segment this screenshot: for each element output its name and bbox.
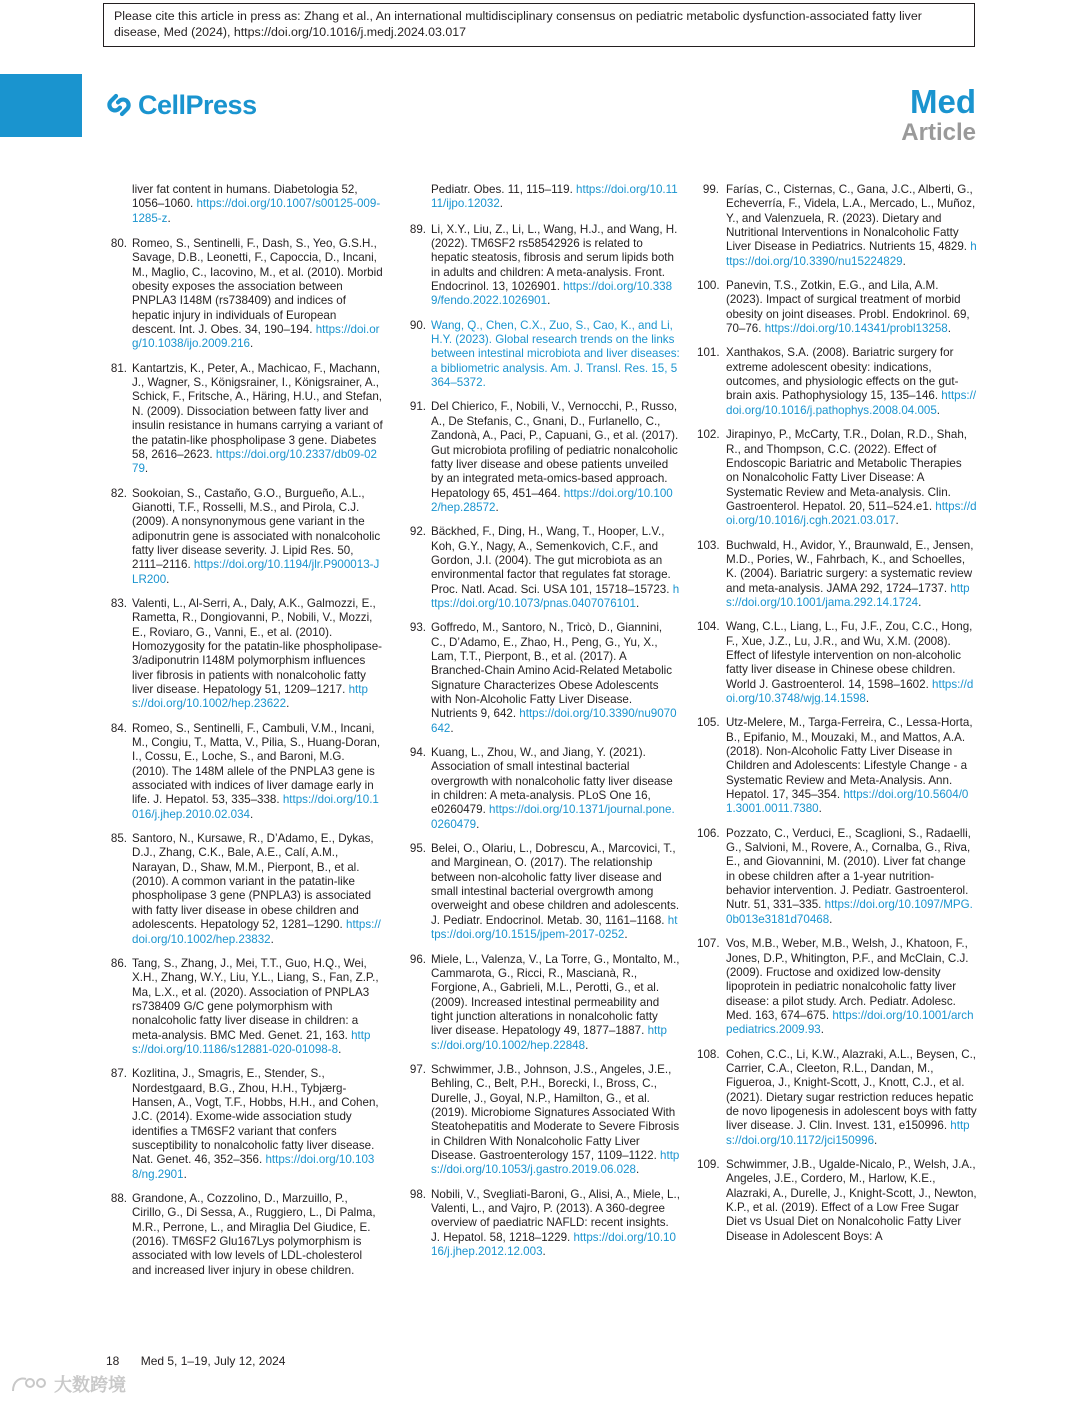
reference-body (132, 597, 383, 712)
issue-info: Med 5, 1–19, July 12, 2024 (140, 1354, 286, 1368)
reference-item (697, 937, 977, 1037)
reference-tail: . (338, 1042, 342, 1056)
reference-tail: . (624, 928, 628, 942)
reference-text: Miele, L., Valenza, V., La Torre, G., Montalto, M., Cammarota, G., Ricci, R., Mascianà, R., Forgione, A., Gabrieli, M.L., Perotti, G., et al. (2009). Increased intestinal permeability and tight junction alterations in nonalcoholic fatty liver disease. Hepatology 49, 1877–1887. (431, 952, 680, 1038)
reference-tail: . (918, 595, 922, 609)
reference-number: 105. (697, 716, 720, 730)
reference-doi-link[interactable]: https://doi.org/10.1001/archpediatrics.2009.93 (726, 1008, 974, 1037)
reference-text: Romeo, S., Sentinelli, F., Dash, S., Yeo, G.S.H., Savage, D.B., Leonetti, F., Capoccia, D., Incani, M., Maglio, C., Iacovino, M., et al. (2010). Morbid obesity exposes the association between PNPLA3 I148M (rs738409) and indices of hepatic injury in individuals of European descent. Int. J. Obes. 34, 190–194. (132, 237, 383, 337)
reference-body (132, 957, 383, 1057)
reference-number: 98. (409, 1187, 426, 1201)
reference-number: 93. (409, 621, 426, 635)
reference-item (103, 1067, 383, 1182)
reference-doi-link[interactable]: https://doi.org/10.1038/ijo.2009.216 (132, 323, 380, 351)
reference-doi-link[interactable]: https://doi.org/10.1001/jama.292.14.1724 (726, 581, 970, 609)
reference-text: Valenti, L., Al-Serri, A., Daly, A.K., Galmozzi, E., Rametta, R., Dongiovanni, P., Nobili, V., Mozzi, E., Roviaro, G., Vanni, E., et al. (2010). Homozygosity for the patatin-like phospholipase-3/adiponutrin I148M polymorphism influences liver fibrosis in patients with nonalcoholic fatty liver disease. Hepatology 51, 1209–1217. (132, 596, 383, 696)
reference-body (726, 279, 977, 336)
citation-notice: Please cite this article in press as: Zhang et al., An international multidisciplinary consensus on pediatric metabolic dysfunction-associated fatty liver disease, Med (2024), https://doi.org/10.1016/j.medj.2024.03.017 (103, 3, 975, 47)
reference-item (402, 525, 680, 611)
reference-item (697, 620, 977, 706)
reference-doi-link[interactable]: https://doi.org/10.1073/pnas.0407076101 (431, 582, 680, 610)
reference-doi-link[interactable]: https://doi.org/10.1515/jpem-2017-0252 (431, 913, 678, 942)
reference-number: 92. (409, 525, 426, 539)
reference-text: Tang, S., Zhang, J., Mei, T.T., Guo, H.Q., Wei, X.H., Zhang, W.Y., Liu, Y.L., Liang, S., Fan, Z.P., Ma, L.X., et al. (2020). Association of PNPLA3 rs738409 G/C gene polymorphism with nonalcoholic fatty liver disease in children: a meta-analysis. BMC Med. Genet. 21, 163. (132, 956, 379, 1042)
journal-masthead (901, 84, 976, 146)
reference-item (402, 319, 680, 391)
reference-doi-link[interactable]: https://doi.org/10.1002/hep.23832 (132, 918, 381, 946)
reference-number: 85. (110, 832, 127, 846)
reference-tail: . (286, 697, 290, 711)
reference-number: 97. (409, 1062, 426, 1076)
reference-number: 89. (409, 222, 426, 236)
brand-color-bar (0, 74, 82, 137)
reference-tail: . (820, 1023, 824, 1037)
reference-tail: . (585, 1038, 589, 1052)
reference-number: 86. (110, 956, 127, 970)
reference-item (402, 400, 680, 515)
reference-number: 83. (110, 596, 127, 610)
reference-text: Panevin, T.S., Zotkin, E.G., and Lila, A.M. (2023). Impact of surgical treatment of morbid obesity on joint diseases. Probl. Endokrinol. 69, 70–76. (726, 279, 970, 336)
reference-item (402, 953, 680, 1053)
reference-text: Romeo, S., Sentinelli, F., Cambuli, V.M., Incani, M., Congiu, T., Matta, V., Pilia, S., Huang-Doran, I., Cossu, E., Loche, S., and Baroni, M.G. (2010). The 148M allele of the PNPLA3 gene is associated with indices of liver damage early in life. J. Hepatol. 53, 335–338. (132, 721, 381, 807)
reference-doi-link[interactable]: https://doi.org/10.3389/fendo.2022.1026901 (431, 280, 673, 308)
reference-body (431, 319, 680, 391)
reference-number: 107. (697, 937, 720, 951)
reference-tail: . (947, 322, 951, 336)
reference-item (103, 487, 383, 587)
reference-text: Utz-Melere, M., Targa-Ferreira, C., Lessa-Horta, B., Epifanio, M., Mouzaki, M., and Mattos, A.A. (2018). Non-Alcoholic Fatty Liver Disease in Children and Adolescents: Lifestyle Change - a Systematic Review and Meta-Analysis. Ann. Hepatol. 17, 345–354. (726, 716, 973, 802)
reference-column-2 (402, 183, 680, 1269)
reference-number: 80. (110, 237, 127, 251)
reference-column-3 (697, 183, 977, 1254)
reference-item (103, 832, 383, 947)
reference-doi-link[interactable]: https://doi.org/10.1002/hep.23622 (132, 683, 368, 711)
reference-tail: . (270, 932, 274, 946)
reference-tail: . (167, 211, 171, 225)
reference-item (402, 842, 680, 942)
reference-tail: . (495, 500, 499, 514)
reference-doi-link[interactable]: Wang, Q., Chen, C.X., Zuo, S., Cao, K., and Li, H.Y. (2023). Global research trends on the links between intestinal microbiota and liver diseases: a bibliometric analysis. Am. J. Transl. Res. 15, 5364–5372. (431, 318, 680, 390)
reference-text: Schwimmer, J.B., Ugalde-Nicalo, P., Welsh, J.A., Angeles, J.E., Cordero, M., Harlow, K.E., Alazraki, A., Durelle, J., Knight-Scott, J., Newton, K.P., et al. (2019). Effect of a Low Free Sugar Diet vs Usual Diet on Nonalcoholic Fatty Liver Disease in Adolescent Boys: A (726, 1157, 977, 1243)
reference-item (697, 428, 977, 528)
reference-tail: . (542, 1245, 546, 1259)
reference-number: 84. (110, 721, 127, 735)
reference-item (697, 1158, 977, 1244)
reference-text: Farías, C., Cisternas, C., Gana, J.C., Alberti, G., Echeverría, F., Videla, L.A., Mercado, L., Muñoz, Y., and Valenzuela, R. (2023). Dietary and Nutritional Interventions in Nonalcoholic Fatty Liver Disease in Pediatrics. Nutrients 15, 4829. (726, 183, 976, 254)
reference-tail: . (936, 403, 941, 417)
reference-item (103, 237, 383, 352)
reference-body (726, 827, 977, 927)
reference-body (431, 525, 680, 611)
reference-item (697, 279, 977, 336)
reference-item (697, 346, 977, 418)
watermark-logo-icon (10, 1373, 50, 1395)
publisher-name: CellPress (138, 89, 257, 120)
reference-tail: . (874, 1133, 878, 1147)
reference-doi-link[interactable]: https://doi.org/10.1194/jlr.P900013-JLR200 (132, 558, 380, 586)
reference-text: Santoro, N., Kursawe, R., D’Adamo, E., Dykas, D.J., Zhang, C.K., Bale, A.E., Calí, A.M., Narayan, D., Shaw, M.M., Pierpont, B., et al. (2010). A common variant in the patatin-like phospholipase 3 gene (PNPLA3) is associated with fatty liver disease in obese children and adolescents. Hepatology 52, 1281–1290. (132, 832, 374, 932)
reference-doi-link[interactable]: https://doi.org/10.1007/s00125-009-1285-z (132, 197, 381, 225)
reference-number: 90. (409, 318, 426, 332)
reference-item (697, 1048, 977, 1148)
reference-doi-link[interactable]: https://doi.org/10.1097/MPG.0b013e3181d70468 (726, 898, 973, 926)
reference-number: 96. (409, 952, 426, 966)
reference-tail: . (183, 1167, 187, 1181)
reference-doi-link[interactable]: https://doi.org/10.3748/wjg.14.1598 (726, 677, 974, 705)
reference-doi-link[interactable]: https://doi.org/10.1371/journal.pone.0260479 (431, 803, 675, 831)
reference-number: 91. (409, 400, 426, 414)
reference-number: 82. (110, 486, 127, 500)
reference-text: Belei, O., Olariu, L., Dobrescu, A., Marcovici, T., and Marginean, O. (2017). The relationship between non-alcoholic fatty liver disease and small intestinal bacterial overgrowth among overweight and obese children and adolescents. J. Pediatr. Endocrinol. Metab. 30, 1161–1168. (431, 842, 680, 927)
reference-body (132, 722, 383, 822)
reference-text: Pediatr. Obes. 11, 115–119. (431, 183, 577, 196)
reference-body (132, 183, 383, 226)
reference-number: 103. (697, 538, 720, 552)
reference-text: Bäckhed, F., Ding, H., Wang, T., Hooper, L.V., Koh, G.Y., Nagy, A., Semenkovich, C.F., and Gordon, J.I. (2004). The gut microbiota as an environmental factor that regulates fat storage. Proc. Natl. Acad. Sci. USA 101, 15718–15723. (431, 525, 673, 596)
reference-body (431, 1063, 680, 1178)
reference-text: Sookoian, S., Castaño, G.O., Burgueño, A.L., Gianotti, T.F., Rosselli, M.S., and Pirola, C.J. (2009). A nonsynonymous gene variant in the adiponutrin gene is associated with nonalcoholic fatty liver disease severity. J. Lipid Res. 50, 2111–2116. (132, 486, 381, 572)
reference-body (431, 223, 680, 309)
reference-number: 88. (110, 1192, 127, 1205)
reference-text: Wang, C.L., Liang, L., Fu, J.F., Zou, C.C., Hong, F., Xue, J.Z., Lu, J.R., and Wu, X.M. (2008). Effect of lifestyle intervention on non-alcoholic fatty liver disease in Chinese obese children. World J. Gastroenterol. 14, 1598–1602. (726, 620, 973, 691)
reference-number: 106. (697, 826, 720, 840)
reference-item (103, 722, 383, 822)
reference-tail: . (166, 572, 170, 586)
reference-number: 95. (409, 842, 426, 856)
reference-text: Buchwald, H., Avidor, Y., Braunwald, E., Jensen, M.D., Pories, W., Fahrbach, K., and Schoelles, K. (2004). Bariatric surgery: a systematic review and meta-analysis. JAMA 292, 1724–1737. (726, 538, 974, 595)
reference-text: Del Chierico, F., Nobili, V., Vernocchi, P., Russo, A., De Stefanis, C., Gnani, D., Furlanello, C., Zandonà, A., Paci, P., Capuani, G., et al. (2017). Gut microbiota profiling of pediatric nonalcoholic fatty liver disease and obese patients unveiled by an integrated meta-omics-based approach. Hepatology 65, 451–464. (431, 400, 679, 500)
reference-item (697, 183, 977, 269)
reference-continuation (402, 183, 680, 212)
reference-tail: . (635, 1163, 640, 1177)
reference-text: Vos, M.B., Weber, M.B., Welsh, J., Khatoon, F., Jones, D.P., Whitington, P.F., and McClain, C.J. (2009). Fructose and oxidized low-density lipoprotein in pediatric nonalcoholic fatty liver disease: a pilot study. Arch. Pediatr. Adolesc. Med. 163, 674–675. (726, 937, 969, 1022)
reference-body (431, 953, 680, 1053)
reference-tail: . (547, 294, 551, 308)
reference-item (402, 1063, 680, 1178)
reference-doi-link[interactable]: https://doi.org/10.3390/nu9070642 (431, 707, 677, 735)
reference-text: Cohen, C.C., Li, K.W., Alazraki, A.L., Beysen, C., Carrier, C.A., Cleeton, R.L., Dandan, M., Figueroa, J., Knight-Scott, J., Knott, C.J., et al. (2021). Dietary sugar restriction reduces hepatic de novo lipogenesis in adolescent boys with fatty liver disease. J. Clin. Invest. 131, e150996. (726, 1047, 977, 1133)
reference-body (132, 487, 383, 587)
reference-number: 94. (409, 746, 426, 760)
article-type: Article (901, 119, 976, 146)
reference-item (697, 539, 977, 611)
reference-tail: . (818, 802, 822, 816)
reference-item (402, 223, 680, 309)
reference-body (726, 183, 977, 269)
reference-text: Grandone, A., Cozzolino, D., Marzuillo, P., Cirillo, G., Di Sessa, A., Ruggiero, L., Di Palma, M.R., Perrone, L., and Miraglia Del Giudice, E. (2016). TM6SF2 Glu167Lys polymorphism is associated with low levels of LDL-cholesterol and increased liver injury in obese children. (132, 1192, 376, 1277)
reference-doi-link[interactable]: https://doi.org/10.1186/s12881-020-01098-8 (132, 1028, 371, 1056)
reference-doi-link[interactable]: https://doi.org/10.1172/jci150996 (726, 1119, 970, 1147)
reference-item (103, 1192, 383, 1278)
reference-text: Goffredo, M., Santoro, N., Tricò, D., Giannini, C., D’Adamo, E., Zhao, H., Peng, G., Yu, X., Lam, T.T., Pierpont, B., et al. (2017). A Branched-Chain Amino Acid-Related Metabolic Signature Characterizes Obese Adolescents with Non-Alcoholic Fatty Liver Disease. Nutrients 9, 642. (431, 621, 673, 721)
reference-doi-link[interactable]: https://doi.org/10.14341/probl13258 (764, 322, 948, 336)
reference-item (103, 362, 383, 477)
page-number: 18 (106, 1354, 120, 1368)
reference-doi-link[interactable]: https://doi.org/10.3390/nu15224829 (726, 240, 977, 268)
reference-number: 101. (697, 346, 720, 360)
reference-number: 87. (110, 1067, 127, 1081)
reference-body (431, 1188, 680, 1260)
reference-number: 104. (697, 620, 720, 634)
reference-text: Jirapinyo, P., McCarty, T.R., Dolan, R.D., Shah, R., and Thompson, C.C. (2022). Effect of Endoscopic Bariatric and Metabolic Therapies on Nonalcoholic Fatty Liver Disease: A Systematic Review and Meta-analysis. Clin. Gastroenterol. Hepatol. 20, 511–524.e1. (726, 428, 967, 513)
reference-text: Li, X.Y., Liu, Z., Li, L., Wang, H.J., and Wang, H. (2022). TM6SF2 rs58542926 is related to hepatic steatosis, fibrosis and serum lipids both in adults and children: A meta-analysis. Front. Endocrinol. 13, 1026901. (431, 222, 678, 294)
reference-doi-link[interactable]: https://doi.org/10.1002/hep.22848 (431, 1024, 667, 1052)
reference-number: 109. (697, 1157, 720, 1171)
reference-body (431, 746, 680, 832)
reference-body (726, 346, 977, 418)
reference-body (726, 716, 977, 816)
reference-tail: . (249, 807, 254, 821)
reference-doi-link[interactable]: https://doi.org/10.1002/hep.28572 (431, 486, 673, 514)
reference-text: liver fat content in humans. Diabetologia 52, 1056–1060. (132, 183, 358, 211)
reference-text: Kuang, L., Zhou, W., and Jiang, Y. (2021). Association of small intestinal bacterial overgrowth with nonalcoholic fatty liver disease in children: A meta-analysis. PLoS One 16, e0260479. (431, 746, 673, 817)
reference-text: Pozzato, C., Verduci, E., Scaglioni, S., Radaelli, G., Salvioni, M., Rovere, A., Cornalba, G., Riva, E., and Giovannini, M. (2010). Liver fat change in obese children after a 1-year nutrition-behavior intervention. J. Pediatr. Gastroenterol. Nutr. 51, 331–335. (726, 826, 971, 912)
reference-body (726, 1158, 977, 1244)
reference-body (726, 937, 977, 1037)
reference-tail: . (865, 692, 870, 705)
reference-tail: . (902, 254, 906, 268)
reference-column-1 (103, 183, 383, 1288)
reference-body (132, 832, 383, 947)
reference-number: 99. (702, 183, 719, 196)
reference-tail: . (636, 596, 640, 610)
reference-number: 102. (697, 428, 720, 442)
reference-text: Schwimmer, J.B., Johnson, J.S., Angeles, J.E., Behling, C., Belt, P.H., Borecki, I., Bross, C., Durelle, J., Goyal, N.P., Hamilton, G., et al. (2019). Microbiome Signatures Associated With Steatohepatitis and Moderate to Severe Fibrosis in Children With Nonalcoholic Fatty Liver Disease. Gastroenterology 157, 1109–1122. (431, 1062, 680, 1162)
reference-body (431, 621, 680, 736)
reference-body (431, 183, 680, 212)
reference-item (402, 621, 680, 736)
reference-tail: . (144, 462, 149, 476)
reference-body (726, 1048, 977, 1148)
reference-text: Kantartzis, K., Peter, A., Machicao, F., Machann, J., Wagner, S., Königsrainer, I., Königsrainer, A., Schick, F., Fritsche, A., Häring, H.U., and Stefan, N. (2009). Dissociation between fatty liver and insulin resistance in humans carrying a variant of the patatin-like phospholipase 3 gene. Diabetes 58, 2616–2623. (132, 361, 383, 461)
reference-tail: . (476, 817, 480, 831)
reference-body (132, 362, 383, 477)
reference-body (431, 400, 680, 515)
reference-body (132, 1192, 383, 1278)
page-footer (106, 1354, 285, 1368)
reference-body (132, 237, 383, 352)
reference-doi-link[interactable]: https://doi.org/10.1016/j.jhep.2010.02.034 (132, 793, 379, 821)
reference-doi-link[interactable]: https://doi.org/10.5604/01.3001.0011.7380 (726, 788, 969, 816)
journal-name: Med (910, 83, 976, 120)
reference-text: Nobili, V., Svegliati-Baroni, G., Alisi, A., Miele, L., Valenti, L., and Vajro, P. (2013). A 360-degree overview of paediatric NAFLD: recent insights. J. Hepatol. 58, 1218–1229. (431, 1187, 680, 1244)
reference-tail: . (895, 514, 899, 528)
cellpress-logo-icon (104, 90, 134, 120)
reference-item (103, 597, 383, 712)
cellpress-logo[interactable] (104, 88, 257, 122)
reference-doi-link[interactable]: https://doi.org/10.1016/j.pathophys.2008.04.005 (726, 389, 977, 417)
reference-tail: . (450, 721, 454, 735)
reference-body (726, 539, 977, 611)
reference-doi-link[interactable]: https://doi.org/10.2337/db09-0279 (132, 447, 377, 476)
reference-body (726, 620, 977, 706)
reference-tail: . (249, 337, 254, 351)
reference-body (132, 1067, 383, 1182)
reference-item (697, 716, 977, 816)
reference-number: 100. (697, 279, 720, 293)
reference-tail: . (829, 912, 833, 926)
reference-text: Xanthakos, S.A. (2008). Bariatric surgery for extreme adolescent obesity: indications, outcomes, and physiologic effects on the gut-brain axis. Pathophysiology 15, 135–146. (726, 346, 959, 403)
reference-doi-link[interactable]: https://doi.org/10.1016/j.cgh.2021.03.017 (726, 499, 977, 528)
reference-continuation (103, 183, 383, 226)
reference-number: 108. (697, 1047, 720, 1061)
reference-item (402, 1188, 680, 1260)
reference-number: 81. (110, 361, 127, 375)
reference-body (726, 428, 977, 528)
reference-doi-link[interactable]: https://doi.org/10.1111/ijpo.12032 (431, 183, 678, 211)
reference-tail: . (499, 197, 503, 211)
reference-item (697, 827, 977, 927)
reference-item (103, 957, 383, 1057)
reference-text: Kozlitina, J., Smagris, E., Stender, S., Nordestgaard, B.G., Zhou, H.H., Tybjærg-Hansen, A., Vogt, T.F., Hobbs, H.H., and Cohen, J.C. (2014). Exome-wide association study identifies a TM6SF2 variant that confers susceptibility to nonalcoholic fatty liver disease. Nat. Genet. 46, 352–356. (132, 1067, 379, 1167)
reference-doi-link[interactable]: https://doi.org/10.1053/j.gastro.2019.06.028 (431, 1148, 680, 1177)
reference-doi-link[interactable]: https://doi.org/10.1038/ng.2901 (132, 1153, 375, 1181)
reference-doi-link[interactable]: https://doi.org/10.1016/j.jhep.2012.12.003 (431, 1230, 676, 1259)
watermark-text: 大数跨境 (54, 1375, 126, 1395)
reference-body (431, 842, 680, 942)
reference-item (402, 746, 680, 832)
watermark (10, 1371, 126, 1397)
